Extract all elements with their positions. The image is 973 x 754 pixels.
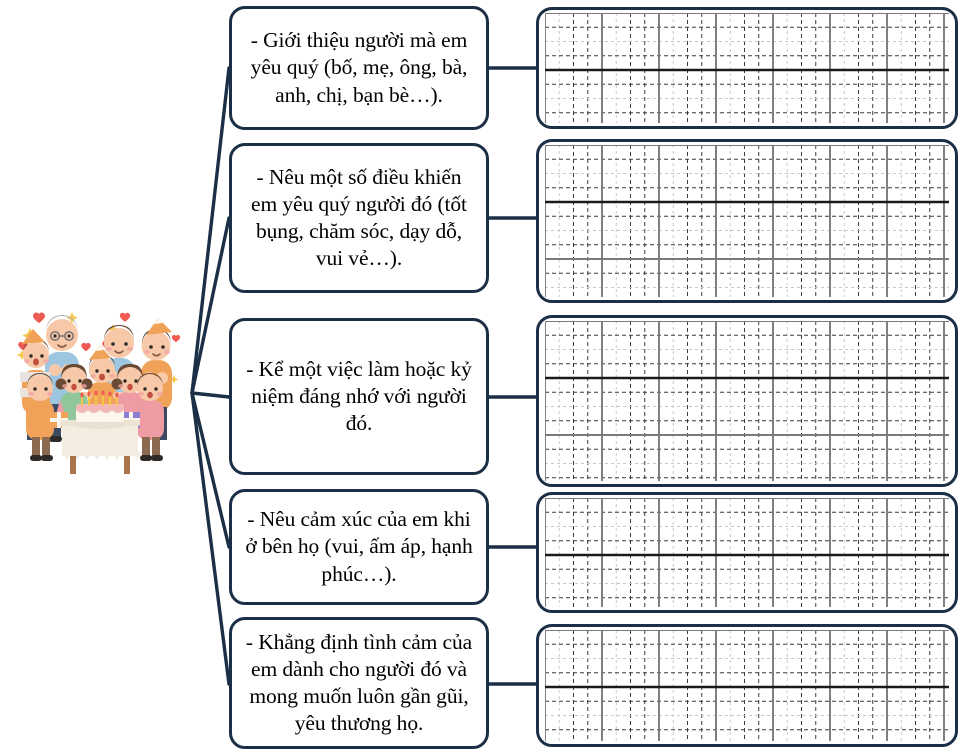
idea-text-4: - Nêu cảm xúc của em khi ở bên họ (vui, ấm áp, hạnh phúc…). xyxy=(245,507,473,586)
family-birthday-party-illustration xyxy=(8,300,186,480)
answer-grid-2[interactable] xyxy=(536,139,958,303)
answer-grid-2-lines xyxy=(545,145,949,297)
idea-text-2: - Nêu một số điều khiến em yêu quý người đó (tốt bụng, chăm sóc, dạy dỗ, vui vẻ…). xyxy=(251,164,467,271)
connector-hub-to-idea-2 xyxy=(192,218,229,393)
answer-grid-4[interactable] xyxy=(536,492,958,613)
answer-grid-4-lines xyxy=(545,498,949,607)
idea-box-2 xyxy=(229,143,489,293)
idea-text-3: - Kể một việc làm hoặc kỷ niệm đáng nhớ với người đó. xyxy=(246,356,472,436)
answer-grid-3-lines xyxy=(545,321,949,481)
idea-text-5: - Khẳng định tình cảm của em dành cho người đó và mong muốn luôn gần gũi, yêu thương họ. xyxy=(245,629,473,736)
connector-hub-to-idea-3 xyxy=(192,393,229,397)
idea-text-1: - Giới thiệu người mà em yêu quý (bố, mẹ, ông, bà, anh, chị, bạn bè…). xyxy=(250,28,468,107)
answer-grid-1[interactable] xyxy=(536,7,958,129)
idea-box-5 xyxy=(229,617,489,749)
connector-hub-to-idea-5 xyxy=(192,393,229,684)
idea-box-4 xyxy=(229,489,489,605)
answer-grid-3[interactable] xyxy=(536,315,958,487)
idea-box-1 xyxy=(229,6,489,130)
connector-hub-to-idea-4 xyxy=(192,393,229,547)
connector-hub-to-idea-1 xyxy=(192,68,229,393)
answer-grid-5[interactable] xyxy=(536,624,958,747)
answer-grid-1-lines xyxy=(545,13,949,123)
idea-box-3 xyxy=(229,318,489,475)
answer-grid-5-lines xyxy=(545,630,949,741)
